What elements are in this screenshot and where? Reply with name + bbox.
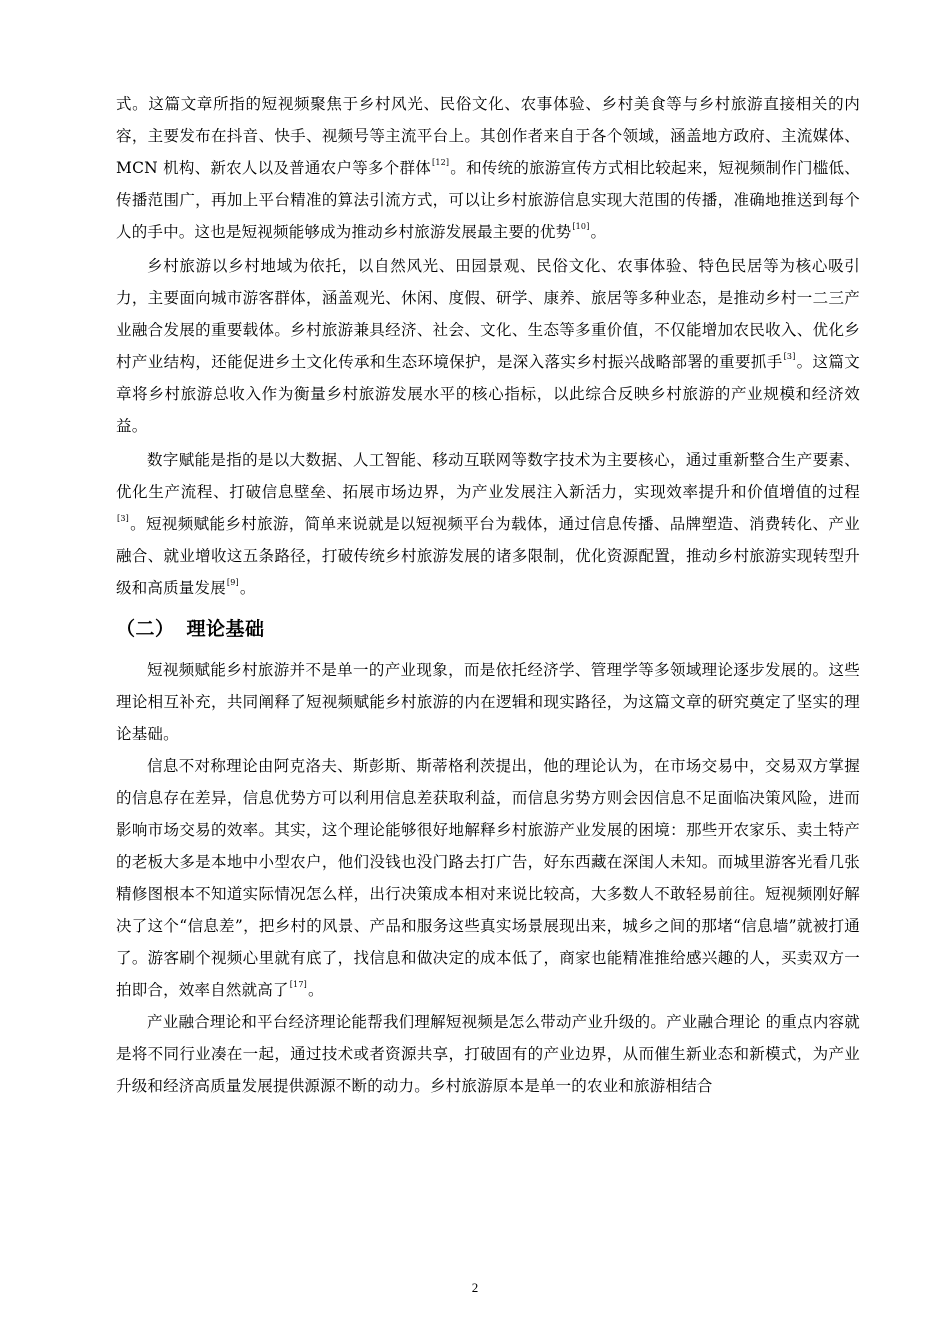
citation-ref: [3]	[117, 514, 129, 523]
paragraph-theory-intro	[116, 654, 860, 750]
section-title: 理论基础	[186, 618, 265, 640]
paragraph-short-video-definition	[116, 88, 860, 248]
citation-ref: [3]	[783, 352, 796, 361]
text-run: 。这篇文章将乡村旅游总收入作为衡量乡村旅游发展水平的核心指标，以此综合反映乡村旅游的产业规模和经济效益。	[116, 353, 860, 435]
text-run: 。短视频赋能乡村旅游，简单来说就是以短视频平台为载体，通过信息传播、品牌塑造、消费转化、产业融合、就业增收这五条路径，打破传统乡村旅游发展的诸多限制，优化资源配置，推动乡村旅游实现转型升级和高质量发展	[116, 515, 860, 597]
text-run: 信息不对称理论由阿克洛夫、斯彭斯、斯蒂格利茨提出，他的理论认为，在市场交易中，交易双方掌握的信息存在差异，信息优势方可以利用信息差获取利益，而信息劣势方则会因信息不足面临决策风险，进而影响市场交易的效率。其实，这个理论能够很好地解释乡村旅游产业发展的困境：那些开农家乐、卖土特产的老板大多是本地中小型农户，他们没钱也没门路去打广告，好东西藏在深闺人未知。而城里游客光看几张精修图根本不知道实际情况怎么样，出行决策成本相对来说比较高，大多数人不敢轻易前往。短视频刚好解决了这个“信息差”，把乡村的风景、产品和服务这些真实场景展现出来，城乡之间的那堵“信息墙”就被打通了。游客刷个视频心里就有底了，找信息和做决定的成本低了，商家也能精准推给感兴趣的人，买卖双方一拍即合，效率自然就高了	[116, 757, 860, 999]
citation-ref: [17]	[289, 980, 307, 989]
paragraph-information-asymmetry	[116, 750, 860, 1006]
text-run: 式。这篇文章所指的短视频聚焦于乡村风光、民俗文化、农事体验、乡村美食等与乡村旅游直接相关的内容，主要发布在抖音、快手、视频号等主流平台上。其创作者来自于各个领域，涵盖地方政府、主流媒体、MCN 机构、新农人以及普通农户等多个群体	[116, 95, 860, 177]
paragraph-industry-convergence	[116, 1006, 860, 1102]
text-run: 。	[590, 223, 607, 241]
text-run: 产业融合理论和平台经济理论能帮我们理解短视频是怎么带动产业升级的。产业融合理论 的重点内容就是将不同行业凑在一起，通过技术或者资源共享，打破固有的产业边界，从而催生新业态和新模式，为产业升级和经济高质量发展提供源源不断的动力。乡村旅游原本是单一的农业和旅游相结合	[116, 1013, 860, 1095]
section-heading	[116, 614, 860, 644]
citation-ref: [12]	[432, 158, 450, 167]
text-run: 数字赋能是指的是以大数据、人工智能、移动互联网等数字技术为主要核心，通过重新整合生产要素、优化生产流程、打破信息壁垒、拓展市场边界，为产业发展注入新活力，实现效率提升和价值增值的过程	[116, 451, 860, 501]
document-page	[116, 88, 860, 1102]
page-number: 2	[471, 1280, 479, 1295]
citation-ref: [10]	[572, 222, 590, 231]
section-number: （二）	[116, 618, 175, 640]
text-run: 短视频赋能乡村旅游并不是单一的产业现象，而是依托经济学、管理学等多领域理论逐步发展的。这些理论相互补充，共同阐释了短视频赋能乡村旅游的内在逻辑和现实路径，为这篇文章的研究奠定了坚实的理论基础。	[116, 661, 860, 743]
text-run: 。	[307, 981, 324, 999]
text-run: 。	[239, 579, 256, 597]
paragraph-digital-empowerment-definition	[116, 444, 860, 604]
paragraph-rural-tourism-definition	[116, 250, 860, 442]
text-run: 。和传统的旅游宣传方式相比较起来，短视频制作门槛低、传播范围广，再加上平台精准的算法引流方式，可以让乡村旅游信息实现大范围的传播，准确地推送到每个人的手中。这也是短视频能够成为推动乡村旅游发展最主要的优势	[116, 159, 861, 241]
citation-ref: [9]	[226, 578, 239, 587]
text-run: 乡村旅游以乡村地域为依托，以自然风光、田园景观、民俗文化、农事体验、特色民居等为核心吸引力，主要面向城市游客群体，涵盖观光、休闲、度假、研学、康养、旅居等多种业态，是推动乡村一二三产业融合发展的重要载体。乡村旅游兼具经济、社会、文化、生态等多重价值，不仅能增加农民收入、优化乡村产业结构，还能促进乡土文化传承和生态环境保护，是深入落实乡村振兴战略部署的重要抓手	[116, 257, 860, 371]
